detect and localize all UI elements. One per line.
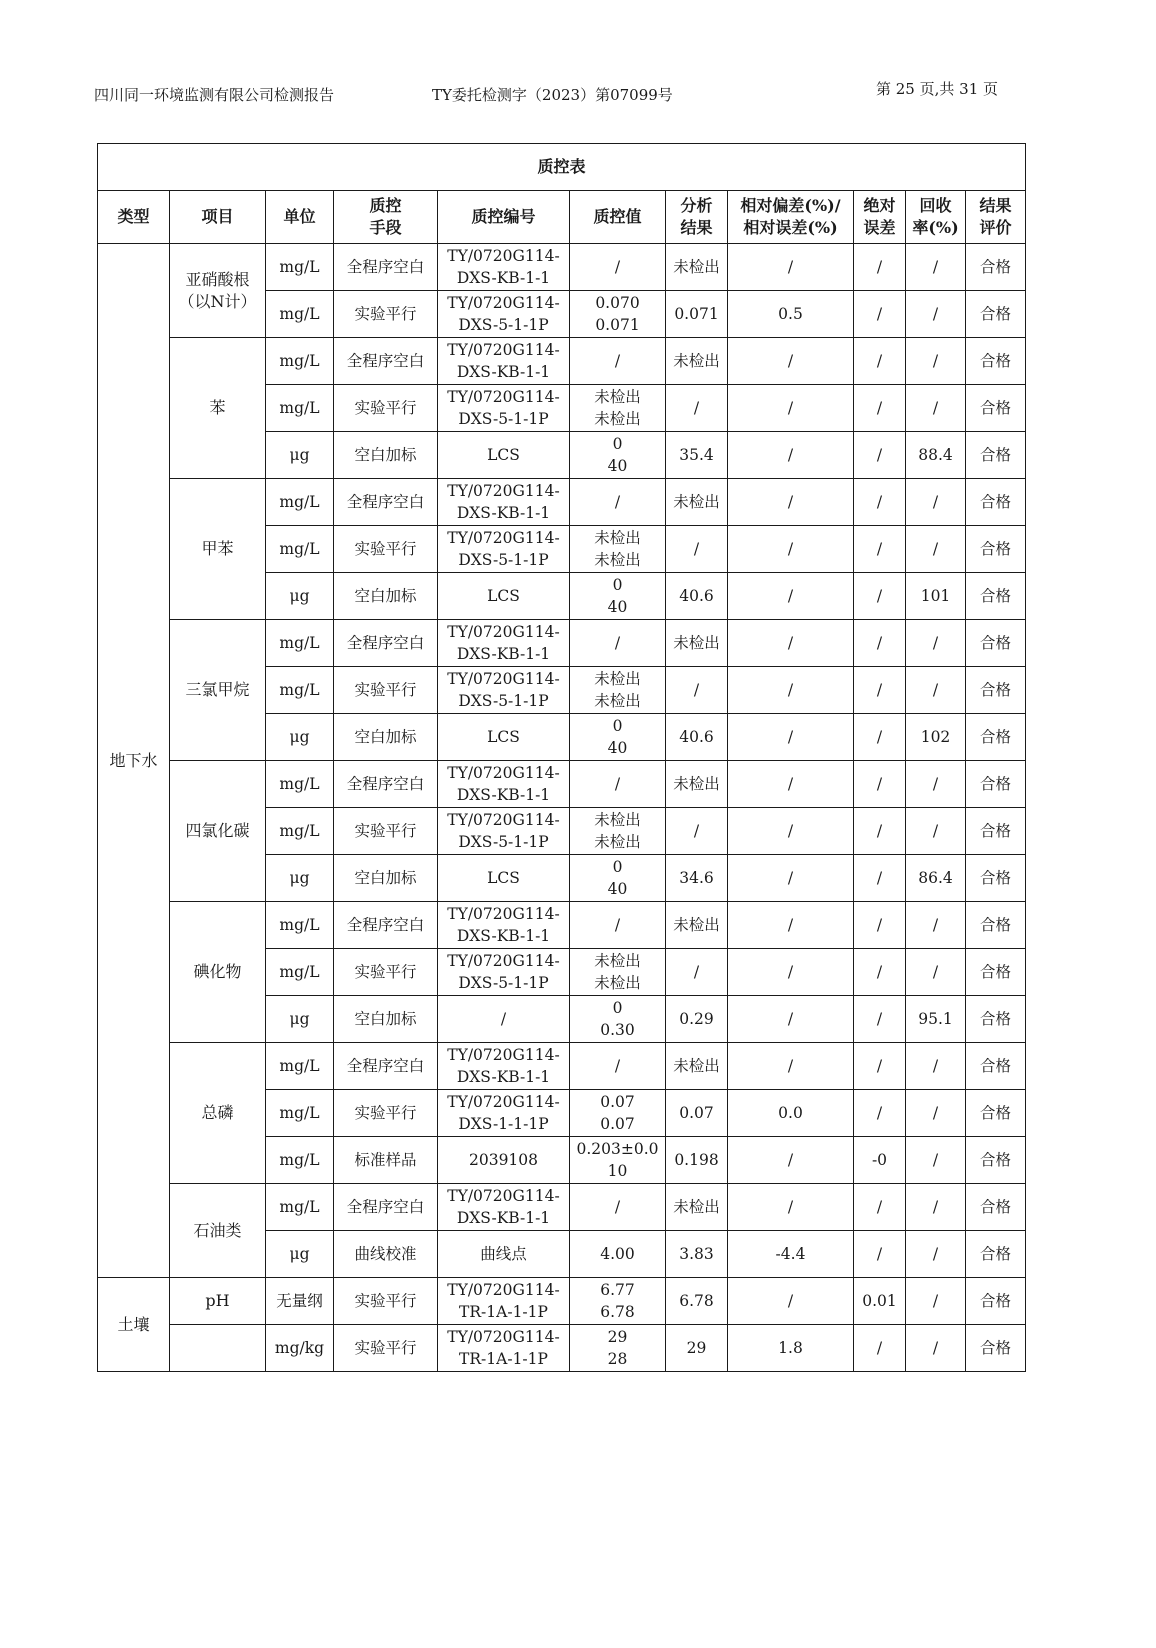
cell-recovery-rate: /	[906, 761, 966, 808]
page-number: 第 25 页,共 31 页	[876, 80, 999, 98]
column-header-qc-value: 质控值	[570, 191, 666, 244]
cell-result: 0.07	[666, 1090, 728, 1137]
table-row	[98, 338, 1026, 385]
cell-recovery-rate: /	[906, 385, 966, 432]
cell-unit: mg/L	[266, 385, 334, 432]
cell-relative-deviation: /	[728, 1043, 854, 1090]
cell-absolute-error: /	[854, 244, 906, 291]
cell-unit: mg/L	[266, 808, 334, 855]
cell-qc-id: TY/0720G114- DXS-KB-1-1	[438, 1043, 570, 1090]
cell-method: 实验平行	[334, 667, 438, 714]
cell-absolute-error: 0.01	[854, 1278, 906, 1325]
cell-method: 空白加标	[334, 573, 438, 620]
cell-unit: mg/L	[266, 338, 334, 385]
cell-method: 空白加标	[334, 855, 438, 902]
cell-evaluation: 合格	[966, 1184, 1026, 1231]
cell-evaluation: 合格	[966, 479, 1026, 526]
cell-qc-id: TY/0720G114- DXS-KB-1-1	[438, 620, 570, 667]
cell-result: 未检出	[666, 761, 728, 808]
cell-unit: μg	[266, 996, 334, 1043]
cell-relative-deviation: 0.0	[728, 1090, 854, 1137]
cell-unit: mg/L	[266, 949, 334, 996]
cell-recovery-rate: /	[906, 667, 966, 714]
cell-recovery-rate: /	[906, 1184, 966, 1231]
cell-absolute-error: /	[854, 761, 906, 808]
column-header-recovery-rate: 回收 率(%)	[906, 191, 966, 244]
cell-relative-deviation: /	[728, 338, 854, 385]
cell-recovery-rate: /	[906, 1137, 966, 1184]
cell-evaluation: 合格	[966, 432, 1026, 479]
cell-evaluation: 合格	[966, 1043, 1026, 1090]
cell-qc-value: 0 40	[570, 432, 666, 479]
cell-method: 实验平行	[334, 1278, 438, 1325]
cell-qc-value: 未检出 未检出	[570, 526, 666, 573]
cell-result: 未检出	[666, 1043, 728, 1090]
cell-absolute-error: /	[854, 1325, 906, 1372]
cell-item: 石油类	[170, 1184, 266, 1278]
cell-unit: μg	[266, 432, 334, 479]
column-header-unit: 单位	[266, 191, 334, 244]
cell-method: 全程序空白	[334, 761, 438, 808]
cell-qc-id: TY/0720G114- TR-1A-1-1P	[438, 1325, 570, 1372]
cell-absolute-error: /	[854, 338, 906, 385]
cell-item: 碘化物	[170, 902, 266, 1043]
cell-qc-id: TY/0720G114- DXS-5-1-1P	[438, 808, 570, 855]
cell-method: 全程序空白	[334, 338, 438, 385]
cell-method: 全程序空白	[334, 479, 438, 526]
cell-qc-id: TY/0720G114- TR-1A-1-1P	[438, 1278, 570, 1325]
cell-recovery-rate: 88.4	[906, 432, 966, 479]
cell-absolute-error: /	[854, 620, 906, 667]
cell-qc-id: 曲线点	[438, 1231, 570, 1278]
cell-qc-id: 2039108	[438, 1137, 570, 1184]
cell-unit: μg	[266, 1231, 334, 1278]
cell-qc-value: 0 40	[570, 573, 666, 620]
cell-absolute-error: /	[854, 949, 906, 996]
cell-result: 3.83	[666, 1231, 728, 1278]
cell-relative-deviation: /	[728, 432, 854, 479]
cell-recovery-rate: /	[906, 1231, 966, 1278]
cell-absolute-error: /	[854, 526, 906, 573]
cell-qc-id: TY/0720G114- DXS-5-1-1P	[438, 667, 570, 714]
cell-qc-value: 0.203±0.0 10	[570, 1137, 666, 1184]
cell-method: 曲线校准	[334, 1231, 438, 1278]
cell-unit: mg/L	[266, 667, 334, 714]
cell-result: 未检出	[666, 1184, 728, 1231]
cell-qc-id: TY/0720G114- DXS-KB-1-1	[438, 902, 570, 949]
cell-result: /	[666, 808, 728, 855]
cell-unit: mg/L	[266, 526, 334, 573]
table-title: 质控表	[98, 144, 1026, 191]
cell-relative-deviation: /	[728, 761, 854, 808]
cell-method: 全程序空白	[334, 1184, 438, 1231]
cell-recovery-rate: 95.1	[906, 996, 966, 1043]
cell-relative-deviation: /	[728, 526, 854, 573]
cell-unit: μg	[266, 855, 334, 902]
cell-item: 甲苯	[170, 479, 266, 620]
cell-item: pH	[170, 1278, 266, 1325]
cell-evaluation: 合格	[966, 620, 1026, 667]
cell-qc-value: /	[570, 479, 666, 526]
cell-unit: μg	[266, 573, 334, 620]
cell-recovery-rate: /	[906, 338, 966, 385]
table-row	[98, 1325, 1026, 1372]
report-number: TY委托检测字（2023）第07099号	[432, 86, 673, 104]
cell-result: 未检出	[666, 244, 728, 291]
cell-result: 0.29	[666, 996, 728, 1043]
cell-recovery-rate: /	[906, 1090, 966, 1137]
cell-evaluation: 合格	[966, 667, 1026, 714]
cell-relative-deviation: /	[728, 902, 854, 949]
cell-unit: mg/L	[266, 291, 334, 338]
cell-qc-id: TY/0720G114- DXS-5-1-1P	[438, 291, 570, 338]
cell-unit: mg/L	[266, 1184, 334, 1231]
column-header-result: 分析 结果	[666, 191, 728, 244]
cell-qc-id: TY/0720G114- DXS-5-1-1P	[438, 949, 570, 996]
cell-method: 实验平行	[334, 526, 438, 573]
cell-type: 地下水	[98, 244, 170, 1278]
cell-recovery-rate: /	[906, 620, 966, 667]
cell-result: 0.071	[666, 291, 728, 338]
cell-relative-deviation: /	[728, 714, 854, 761]
cell-absolute-error: /	[854, 432, 906, 479]
table-row	[98, 1184, 1026, 1231]
cell-item	[170, 1325, 266, 1372]
cell-unit: mg/L	[266, 1043, 334, 1090]
cell-method: 空白加标	[334, 432, 438, 479]
cell-relative-deviation: /	[728, 244, 854, 291]
cell-evaluation: 合格	[966, 1090, 1026, 1137]
table-row	[98, 620, 1026, 667]
cell-evaluation: 合格	[966, 338, 1026, 385]
cell-evaluation: 合格	[966, 573, 1026, 620]
cell-absolute-error: /	[854, 808, 906, 855]
cell-absolute-error: /	[854, 996, 906, 1043]
cell-qc-value: /	[570, 761, 666, 808]
cell-evaluation: 合格	[966, 1137, 1026, 1184]
column-header-type: 类型	[98, 191, 170, 244]
cell-result: 未检出	[666, 902, 728, 949]
cell-result: /	[666, 385, 728, 432]
cell-absolute-error: /	[854, 855, 906, 902]
cell-qc-value: /	[570, 244, 666, 291]
cell-absolute-error: /	[854, 902, 906, 949]
cell-item: 三氯甲烷	[170, 620, 266, 761]
column-header-method: 质控 手段	[334, 191, 438, 244]
cell-item: 亚硝酸根 （以N计）	[170, 244, 266, 338]
cell-absolute-error: /	[854, 1231, 906, 1278]
cell-unit: mg/L	[266, 1137, 334, 1184]
cell-unit: mg/L	[266, 479, 334, 526]
cell-recovery-rate: /	[906, 526, 966, 573]
cell-evaluation: 合格	[966, 902, 1026, 949]
cell-evaluation: 合格	[966, 1231, 1026, 1278]
cell-evaluation: 合格	[966, 714, 1026, 761]
cell-qc-value: 0 40	[570, 855, 666, 902]
column-header-absolute-error: 绝对 误差	[854, 191, 906, 244]
cell-item: 苯	[170, 338, 266, 479]
cell-qc-value: /	[570, 620, 666, 667]
cell-result: /	[666, 526, 728, 573]
cell-method: 空白加标	[334, 714, 438, 761]
cell-evaluation: 合格	[966, 761, 1026, 808]
cell-method: 实验平行	[334, 385, 438, 432]
cell-type: 土壤	[98, 1278, 170, 1372]
cell-qc-id: TY/0720G114- DXS-5-1-1P	[438, 526, 570, 573]
cell-qc-id: TY/0720G114- DXS-KB-1-1	[438, 761, 570, 808]
cell-qc-value: /	[570, 902, 666, 949]
cell-unit: mg/L	[266, 244, 334, 291]
cell-evaluation: 合格	[966, 808, 1026, 855]
cell-qc-id: LCS	[438, 573, 570, 620]
cell-relative-deviation: /	[728, 573, 854, 620]
column-header-item: 项目	[170, 191, 266, 244]
cell-result: 未检出	[666, 620, 728, 667]
cell-absolute-error: /	[854, 667, 906, 714]
cell-relative-deviation: /	[728, 855, 854, 902]
cell-relative-deviation: /	[728, 385, 854, 432]
cell-relative-deviation: /	[728, 996, 854, 1043]
cell-qc-id: TY/0720G114- DXS-1-1-1P	[438, 1090, 570, 1137]
table-row	[98, 1278, 1026, 1325]
cell-evaluation: 合格	[966, 1278, 1026, 1325]
cell-result: /	[666, 949, 728, 996]
cell-absolute-error: /	[854, 479, 906, 526]
column-header-qc-id: 质控编号	[438, 191, 570, 244]
table-row	[98, 479, 1026, 526]
cell-recovery-rate: /	[906, 1325, 966, 1372]
cell-result: 34.6	[666, 855, 728, 902]
cell-evaluation: 合格	[966, 385, 1026, 432]
cell-qc-value: /	[570, 1043, 666, 1090]
cell-method: 标准样品	[334, 1137, 438, 1184]
cell-relative-deviation: /	[728, 949, 854, 996]
table-row	[98, 1043, 1026, 1090]
cell-qc-value: 0 0.30	[570, 996, 666, 1043]
cell-qc-value: 0 40	[570, 714, 666, 761]
cell-unit: 无量纲	[266, 1278, 334, 1325]
cell-qc-id: TY/0720G114- DXS-KB-1-1	[438, 244, 570, 291]
cell-relative-deviation: 0.5	[728, 291, 854, 338]
cell-qc-value: /	[570, 1184, 666, 1231]
table-row	[98, 244, 1026, 291]
cell-evaluation: 合格	[966, 244, 1026, 291]
cell-absolute-error: /	[854, 291, 906, 338]
cell-qc-value: 未检出 未检出	[570, 385, 666, 432]
cell-qc-value: 未检出 未检出	[570, 949, 666, 996]
cell-relative-deviation: /	[728, 1278, 854, 1325]
cell-unit: μg	[266, 714, 334, 761]
cell-evaluation: 合格	[966, 526, 1026, 573]
cell-method: 全程序空白	[334, 244, 438, 291]
table-row	[98, 902, 1026, 949]
cell-recovery-rate: 102	[906, 714, 966, 761]
cell-relative-deviation: /	[728, 808, 854, 855]
cell-relative-deviation: /	[728, 479, 854, 526]
cell-method: 全程序空白	[334, 1043, 438, 1090]
cell-evaluation: 合格	[966, 855, 1026, 902]
cell-unit: mg/L	[266, 902, 334, 949]
cell-method: 空白加标	[334, 996, 438, 1043]
cell-result: 40.6	[666, 714, 728, 761]
cell-qc-id: LCS	[438, 714, 570, 761]
cell-result: 未检出	[666, 479, 728, 526]
cell-evaluation: 合格	[966, 291, 1026, 338]
cell-recovery-rate: /	[906, 1278, 966, 1325]
cell-recovery-rate: /	[906, 244, 966, 291]
cell-item: 四氯化碳	[170, 761, 266, 902]
cell-recovery-rate: 86.4	[906, 855, 966, 902]
cell-result: 6.78	[666, 1278, 728, 1325]
cell-method: 全程序空白	[334, 902, 438, 949]
qc-table	[97, 143, 1026, 1372]
cell-result: /	[666, 667, 728, 714]
cell-unit: mg/L	[266, 1090, 334, 1137]
cell-result: 29	[666, 1325, 728, 1372]
cell-evaluation: 合格	[966, 1325, 1026, 1372]
column-header-evaluation: 结果 评价	[966, 191, 1026, 244]
cell-relative-deviation: /	[728, 667, 854, 714]
cell-recovery-rate: /	[906, 808, 966, 855]
cell-result: 35.4	[666, 432, 728, 479]
cell-qc-value: 未检出 未检出	[570, 667, 666, 714]
cell-absolute-error: /	[854, 1043, 906, 1090]
cell-absolute-error: /	[854, 714, 906, 761]
cell-qc-id: TY/0720G114- DXS-KB-1-1	[438, 479, 570, 526]
cell-absolute-error: /	[854, 385, 906, 432]
cell-qc-id: /	[438, 996, 570, 1043]
cell-relative-deviation: -4.4	[728, 1231, 854, 1278]
cell-method: 实验平行	[334, 949, 438, 996]
cell-qc-value: 0.07 0.07	[570, 1090, 666, 1137]
cell-method: 实验平行	[334, 1325, 438, 1372]
cell-qc-value: 29 28	[570, 1325, 666, 1372]
cell-qc-value: 未检出 未检出	[570, 808, 666, 855]
cell-relative-deviation: /	[728, 620, 854, 667]
cell-absolute-error: /	[854, 573, 906, 620]
cell-relative-deviation: 1.8	[728, 1325, 854, 1372]
table-row	[98, 761, 1026, 808]
cell-result: 0.198	[666, 1137, 728, 1184]
cell-recovery-rate: /	[906, 1043, 966, 1090]
cell-unit: mg/L	[266, 761, 334, 808]
cell-result: 40.6	[666, 573, 728, 620]
cell-method: 实验平行	[334, 291, 438, 338]
cell-qc-id: TY/0720G114- DXS-5-1-1P	[438, 385, 570, 432]
cell-absolute-error: /	[854, 1184, 906, 1231]
cell-result: 未检出	[666, 338, 728, 385]
cell-method: 实验平行	[334, 1090, 438, 1137]
cell-qc-id: TY/0720G114- DXS-KB-1-1	[438, 338, 570, 385]
report-company-title: 四川同一环境监测有限公司检测报告	[94, 86, 335, 104]
cell-method: 实验平行	[334, 808, 438, 855]
cell-relative-deviation: /	[728, 1137, 854, 1184]
cell-qc-id: LCS	[438, 855, 570, 902]
cell-recovery-rate: /	[906, 479, 966, 526]
column-header-relative-deviation: 相对偏差(%)/ 相对误差(%)	[728, 191, 854, 244]
cell-evaluation: 合格	[966, 996, 1026, 1043]
cell-absolute-error: /	[854, 1090, 906, 1137]
cell-absolute-error: -0	[854, 1137, 906, 1184]
cell-unit: mg/L	[266, 620, 334, 667]
cell-qc-value: 6.77 6.78	[570, 1278, 666, 1325]
cell-unit: mg/kg	[266, 1325, 334, 1372]
cell-recovery-rate: /	[906, 291, 966, 338]
cell-recovery-rate: 101	[906, 573, 966, 620]
cell-qc-id: LCS	[438, 432, 570, 479]
cell-qc-value: 4.00	[570, 1231, 666, 1278]
cell-method: 全程序空白	[334, 620, 438, 667]
cell-qc-id: TY/0720G114- DXS-KB-1-1	[438, 1184, 570, 1231]
cell-recovery-rate: /	[906, 902, 966, 949]
cell-recovery-rate: /	[906, 949, 966, 996]
cell-item: 总磷	[170, 1043, 266, 1184]
cell-qc-value: 0.070 0.071	[570, 291, 666, 338]
cell-qc-value: /	[570, 338, 666, 385]
cell-relative-deviation: /	[728, 1184, 854, 1231]
cell-evaluation: 合格	[966, 949, 1026, 996]
